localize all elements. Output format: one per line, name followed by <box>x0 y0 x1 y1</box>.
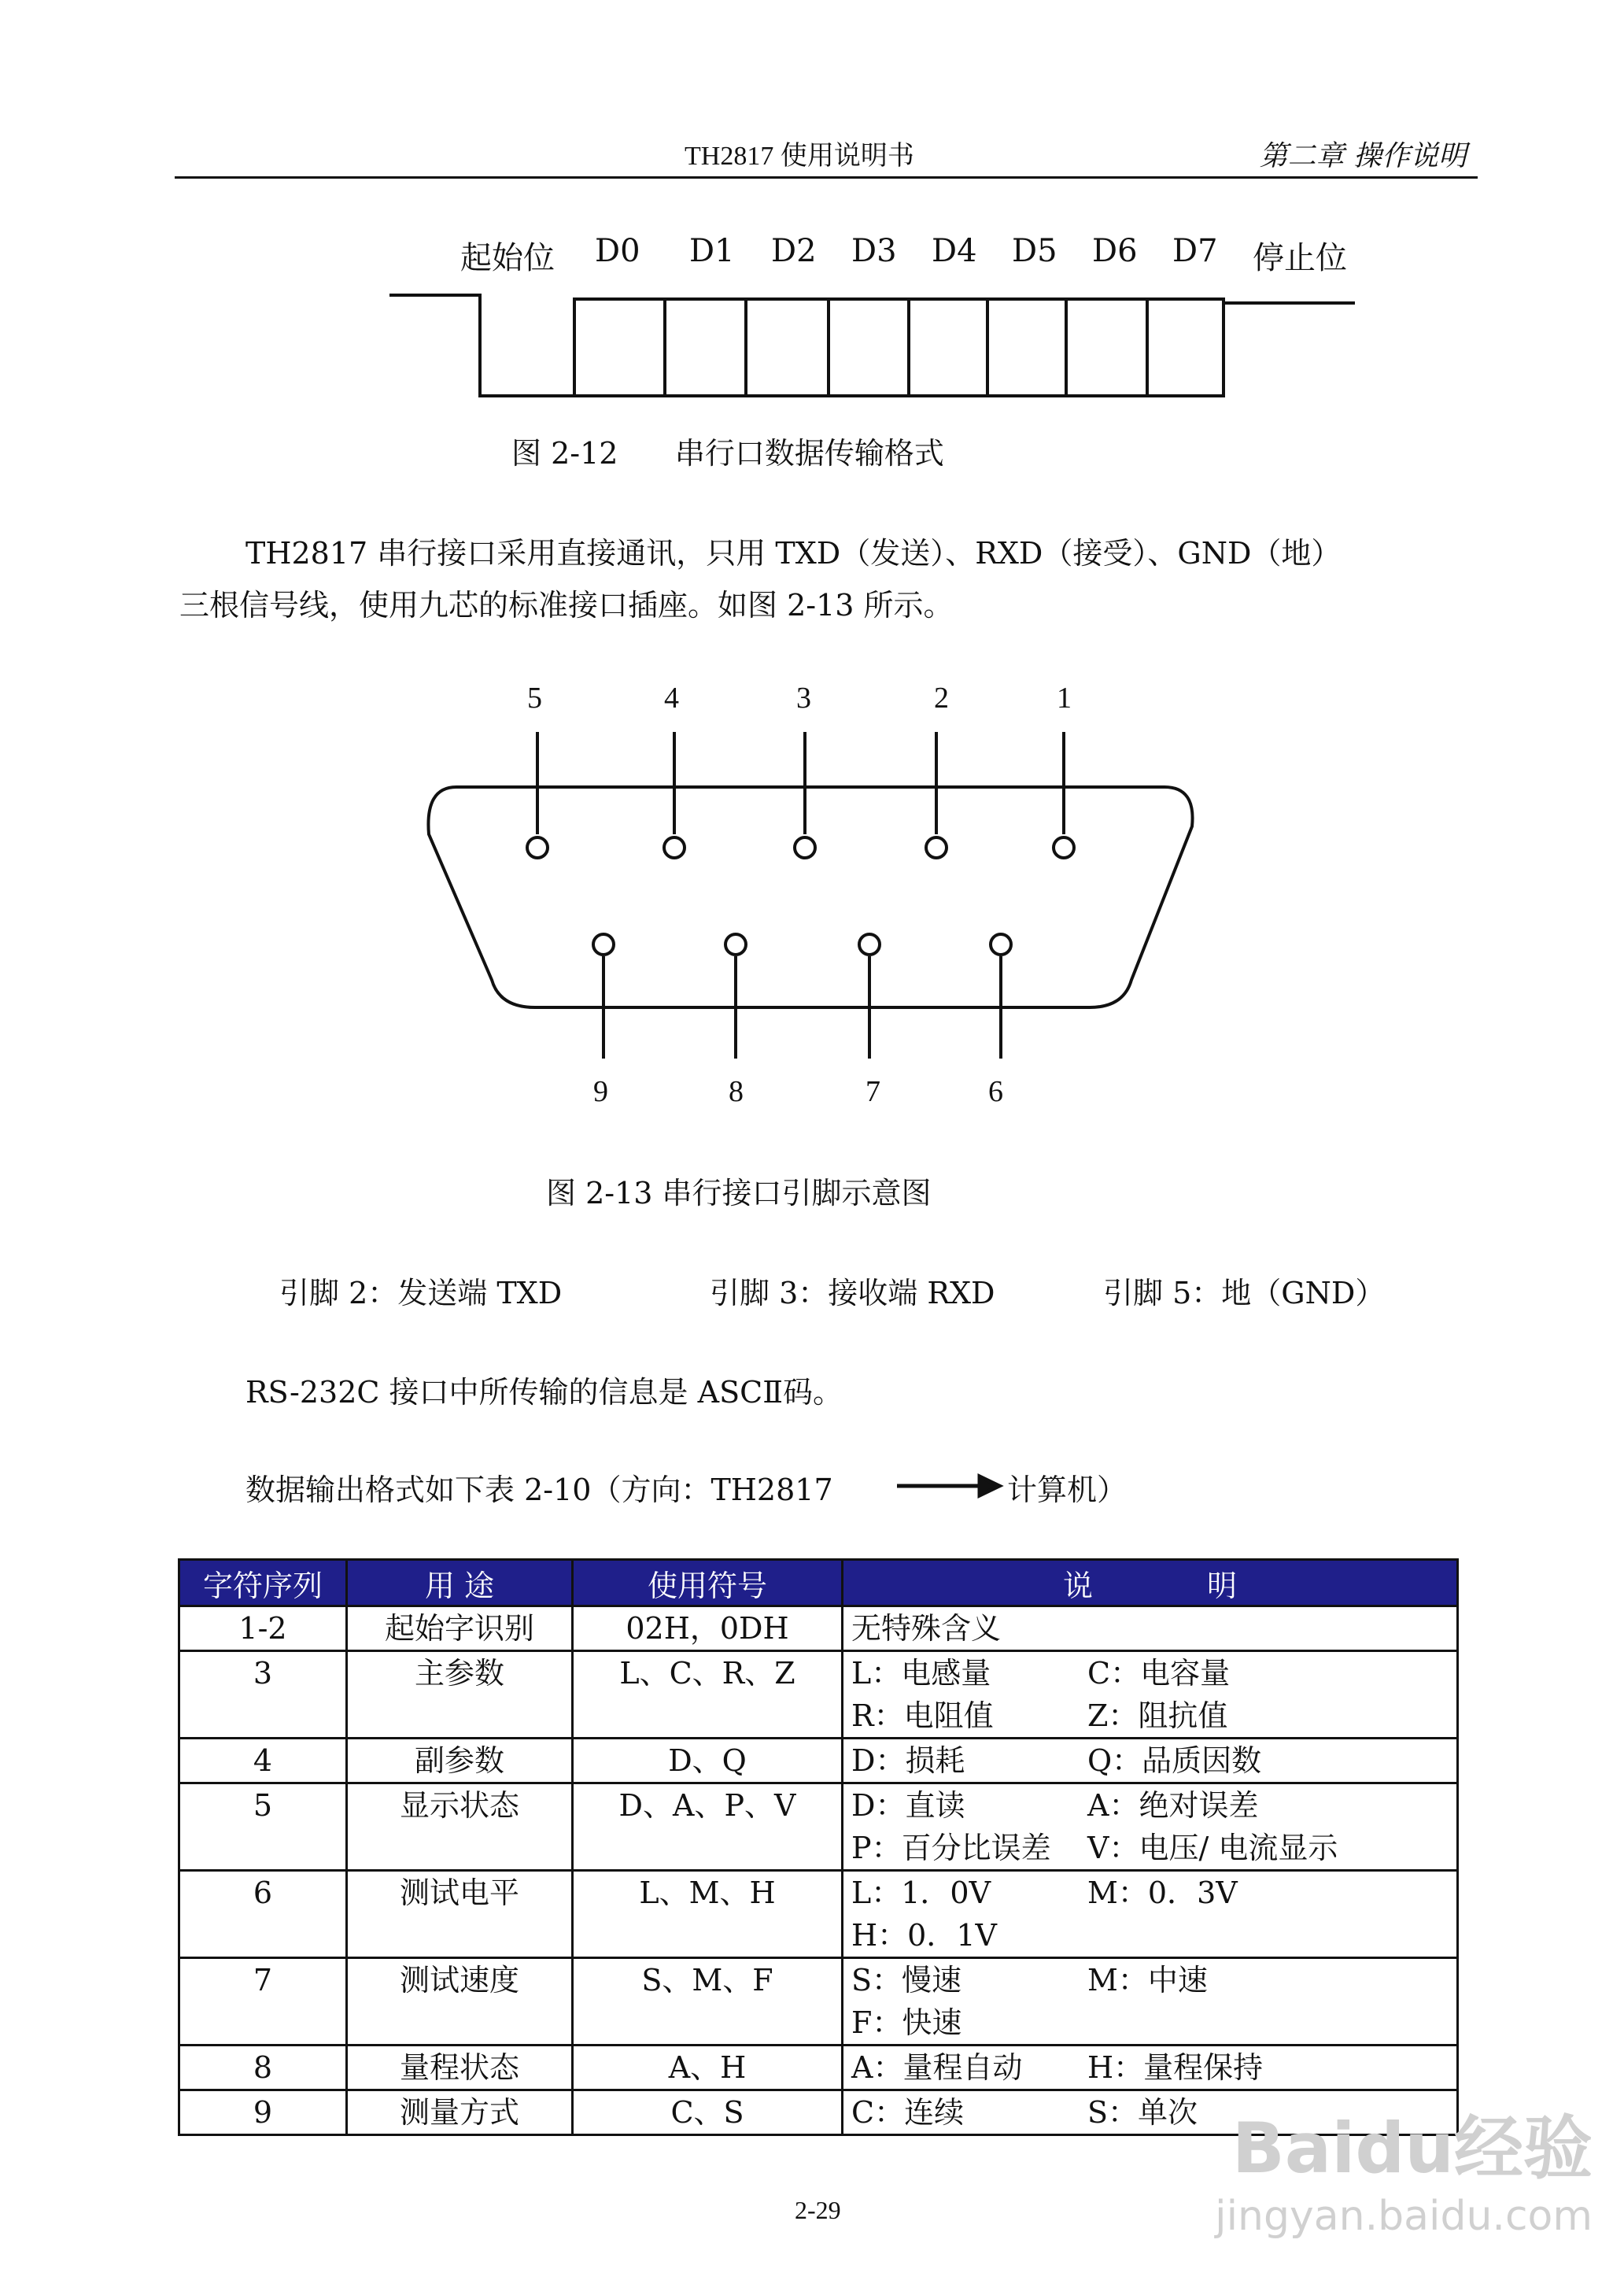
desc-line <box>851 1959 1449 2001</box>
table-header-row <box>179 1560 1458 1606</box>
pin-number-3: 3 <box>796 682 811 715</box>
header-title: TH2817 使用说明书 <box>685 142 914 171</box>
pin-number-1: 1 <box>1057 682 1072 715</box>
desc-line <box>851 1607 1449 1650</box>
pin-number-2: 2 <box>934 682 949 715</box>
format-sentence-after: 计算机） <box>1007 1473 1128 1507</box>
label-d7: D7 <box>1172 233 1218 269</box>
label-d0: D0 <box>595 233 640 269</box>
desc-item: S：单次 <box>1087 2095 1198 2130</box>
desc-item: P：百分比误差 <box>851 1831 1051 1865</box>
waveform-line <box>389 295 1224 396</box>
pin-desc-3: 引脚 3：接收端 RXD <box>710 1276 995 1310</box>
label-d1: D1 <box>689 233 735 269</box>
cell-desc <box>843 1651 1458 1739</box>
cell-seq: 7 <box>179 1958 347 2046</box>
cell-symbol: D、Q <box>573 1739 843 1783</box>
watermark-url: jingyan.baidu.com <box>1215 2193 1593 2240</box>
desc-item: F：快速 <box>851 2005 962 2040</box>
watermark <box>1215 2094 1593 2240</box>
table-row <box>179 1958 1458 2046</box>
pin-hole <box>926 837 947 858</box>
desc-line <box>851 2046 1449 2089</box>
cell-use: 测量方式 <box>347 2090 573 2135</box>
label-start-bit: 起始位 <box>460 240 555 276</box>
rs232-sentence: RS-232C 接口中所传输的信息是 ASCⅡ码。 <box>245 1375 843 1410</box>
desc-item: H：0．1V <box>851 1918 997 1953</box>
pin-desc-2: 引脚 2：发送端 TXD <box>279 1276 563 1310</box>
desc-line <box>851 1872 1449 1914</box>
label-d6: D6 <box>1092 233 1138 269</box>
table-row <box>179 2046 1458 2090</box>
figure-caption-2-12: 图 2-12 串行口数据传输格式 <box>511 436 944 471</box>
cell-symbol: C、S <box>573 2090 843 2135</box>
desc-item: L：1．0V <box>851 1876 991 1910</box>
figure-caption-2-13: 图 2-13 串行接口引脚示意图 <box>546 1176 932 1210</box>
desc-item: D：直读 <box>851 1788 965 1823</box>
cell-desc <box>843 2046 1458 2090</box>
pin-number-8: 8 <box>729 1075 744 1108</box>
desc-line <box>851 1739 1449 1782</box>
cell-desc <box>843 1739 1458 1783</box>
desc-item: C：电容量 <box>1087 1656 1231 1691</box>
desc-item: S：慢速 <box>851 1963 962 1998</box>
timing-waveform <box>389 295 1355 396</box>
desc-item: 无特殊含义 <box>851 1611 1002 1646</box>
cell-use: 副参数 <box>347 1739 573 1783</box>
cell-use: 显示状态 <box>347 1783 573 1871</box>
pin-hole <box>593 934 614 955</box>
arrow-head <box>980 1476 999 1495</box>
cell-seq: 8 <box>179 2046 347 2090</box>
desc-line <box>851 1694 1449 1737</box>
cell-seq: 9 <box>179 2090 347 2135</box>
label-d2: D2 <box>771 233 817 269</box>
table-row <box>179 1651 1458 1739</box>
pin-number-4: 4 <box>664 682 679 715</box>
pin-hole <box>527 837 548 858</box>
cell-use: 测试电平 <box>347 1871 573 1958</box>
desc-line <box>851 1914 1449 1957</box>
cell-use: 量程状态 <box>347 2046 573 2090</box>
pin-hole <box>991 934 1011 955</box>
header-desc: 说 明 <box>843 1560 1458 1606</box>
pin-desc-5: 引脚 5：地（GND） <box>1103 1276 1386 1310</box>
cell-symbol: L、M、H <box>573 1871 843 1958</box>
pin-number-6: 6 <box>988 1075 1003 1108</box>
desc-item: M：中速 <box>1087 1963 1208 1998</box>
desc-item: L：电感量 <box>851 1656 991 1691</box>
label-d5: D5 <box>1012 233 1057 269</box>
paragraph-line-2: 三根信号线，使用九芯的标准接口插座。如图 2-13 所示。 <box>179 588 954 623</box>
desc-item: C：连续 <box>851 2095 965 2130</box>
pin-number-5: 5 <box>527 682 542 715</box>
cell-desc <box>843 1958 1458 2046</box>
paragraph-line-1: TH2817 串行接口采用直接通讯，只用 TXD（发送）、RXD（接受）、GND（地） <box>245 536 1342 571</box>
cell-seq: 5 <box>179 1783 347 1871</box>
desc-item: A：绝对误差 <box>1087 1788 1259 1823</box>
desc-item: D：损耗 <box>851 1743 965 1778</box>
header-use: 用 途 <box>347 1560 573 1606</box>
desc-item: R：电阻值 <box>851 1698 994 1733</box>
desc-item: Z：阻抗值 <box>1087 1698 1228 1733</box>
pin-hole <box>1054 837 1074 858</box>
cell-symbol: S、M、F <box>573 1958 843 2046</box>
cell-symbol: 02H，0DH <box>573 1606 843 1651</box>
cell-seq: 1-2 <box>179 1606 347 1651</box>
desc-line <box>851 1827 1449 1869</box>
pin-number-9: 9 <box>593 1075 608 1108</box>
db9-connector <box>428 732 1192 1059</box>
cell-seq: 6 <box>179 1871 347 1958</box>
desc-line <box>851 1784 1449 1827</box>
cell-desc <box>843 1871 1458 1958</box>
pin-hole <box>664 837 685 858</box>
desc-line <box>851 1652 1449 1694</box>
cell-seq: 4 <box>179 1739 347 1783</box>
page-number: 2-29 <box>795 2196 841 2224</box>
label-d4: D4 <box>932 233 977 269</box>
desc-item: Q：品质因数 <box>1087 1743 1262 1778</box>
header-seq: 字符序列 <box>179 1560 347 1606</box>
format-sentence-before: 数据输出格式如下表 2-10（方向：TH2817 <box>245 1473 833 1507</box>
cell-symbol: D、A、P、V <box>573 1783 843 1871</box>
format-table <box>178 1558 1459 2136</box>
cell-use: 测试速度 <box>347 1958 573 2046</box>
desc-item: V：电压/ 电流显示 <box>1087 1831 1338 1865</box>
table-row <box>179 1606 1458 1651</box>
desc-item: A：量程自动 <box>851 2050 1023 2085</box>
cell-use: 起始字识别 <box>347 1606 573 1651</box>
desc-line <box>851 2001 1449 2044</box>
pin-hole <box>859 934 880 955</box>
cell-seq: 3 <box>179 1651 347 1739</box>
header-symbol: 使用符号 <box>573 1560 843 1606</box>
label-d3: D3 <box>851 233 897 269</box>
pin-hole <box>795 837 815 858</box>
desc-item: H：量程保持 <box>1087 2050 1264 2085</box>
table-row <box>179 1871 1458 1958</box>
header-chapter: 第二章 操作说明 <box>1259 140 1467 172</box>
watermark-brand: Baidu经验 <box>1231 2108 1593 2189</box>
cell-desc <box>843 1606 1458 1651</box>
connector-shell <box>428 787 1192 1007</box>
cell-symbol: L、C、R、Z <box>573 1651 843 1739</box>
label-stop-bit: 停止位 <box>1253 240 1347 276</box>
table-row <box>179 1739 1458 1783</box>
pin-number-7: 7 <box>866 1075 880 1108</box>
cell-symbol: A、H <box>573 2046 843 2090</box>
direction-arrow <box>897 1476 999 1495</box>
pin-hole <box>725 934 746 955</box>
table-row <box>179 1783 1458 1871</box>
desc-item: M：0．3V <box>1087 1876 1238 1910</box>
cell-desc <box>843 1783 1458 1871</box>
cell-use: 主参数 <box>347 1651 573 1739</box>
